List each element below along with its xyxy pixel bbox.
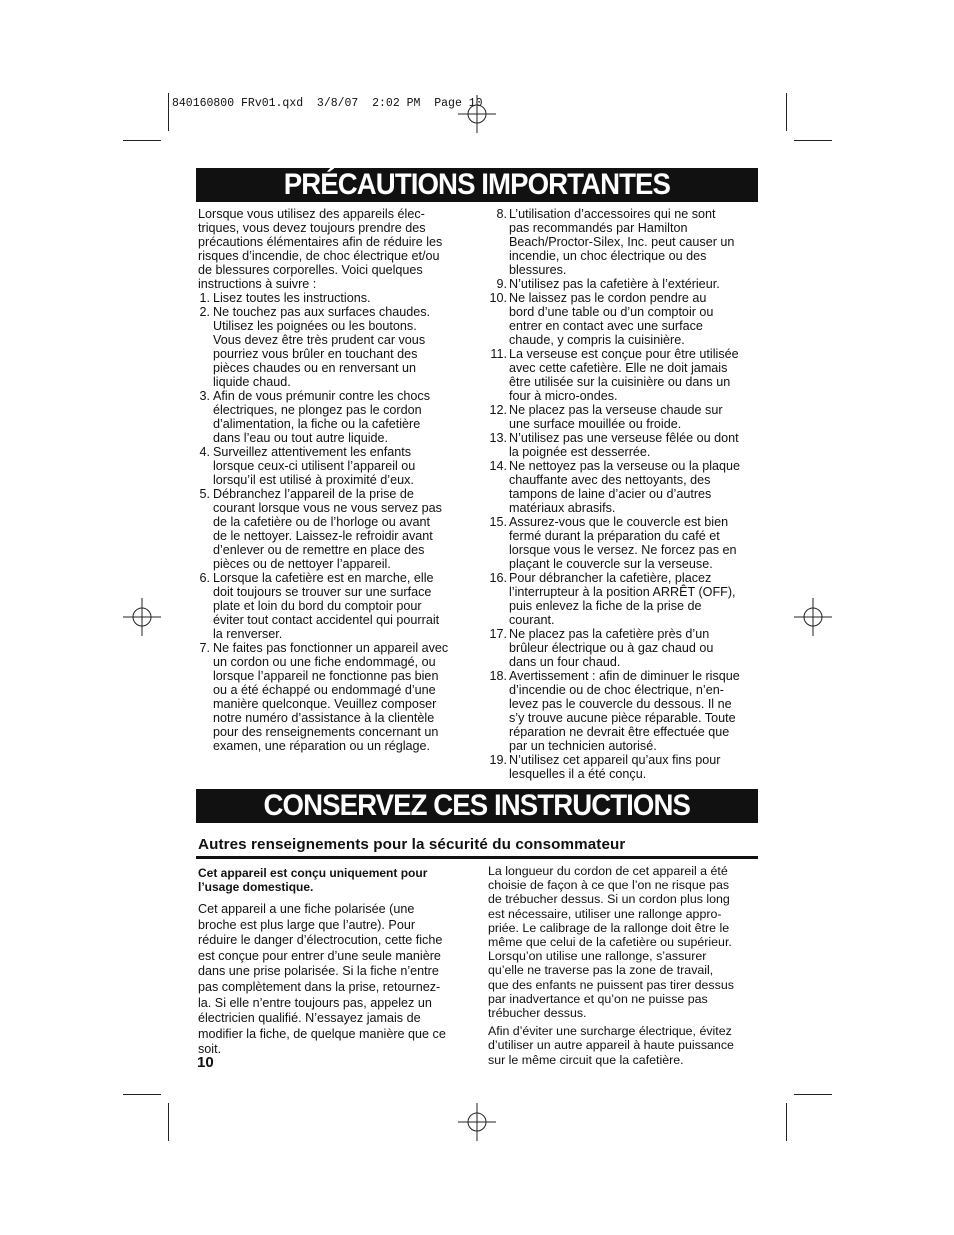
list-item	[495, 277, 763, 291]
cord-length-paragraph: La longueur du cordon de cet appareil a été choisie de façon à ce que l’on ne risque pas de trébucher dessus. Si un cordon plus long est nécessaire, utiliser une rallonge appro- priée. Le calibrage de la rallonge doit être le même que celui de la cafetière ou supérieur. Lorsqu’on utilise une rallonge, s’assurer qu’elle ne traverse pas la zone de travail, que des enfants ne puissent pas tirer dessus par inadvertance et qu’on ne puisse pas trébucher dessus.	[488, 864, 734, 1021]
list-item	[490, 347, 763, 403]
list-item	[489, 753, 763, 781]
list-item-number: 4.	[199, 445, 210, 459]
heading-banner-save-instructions	[196, 789, 758, 823]
crop-mark	[168, 93, 169, 131]
list-item	[489, 627, 763, 669]
list-item-text: La verseuse est conçue pour être utilisée avec cette cafetière. Elle ne doit jamais être utilisée sur la cuisinière ou dans un four à micro-ondes.	[509, 347, 739, 403]
list-item-number: 8.	[496, 207, 507, 221]
registration-mark-icon	[123, 598, 161, 636]
list-item-text: N’utilisez pas une verseuse fêlée ou dont la poignée est desserrée.	[509, 431, 739, 459]
list-item-number: 13.	[489, 431, 507, 445]
list-item-text: L’utilisation d’accessoires qui ne sont pas recommandés par Hamilton Beach/Proctor-Silex, Inc. peut causer un incendie, un choc électrique ou des blessures.	[509, 207, 735, 277]
crop-mark	[794, 1094, 832, 1095]
precautions-list	[198, 291, 470, 753]
list-item-number: 7.	[199, 641, 210, 655]
list-item-text: N’utilisez pas la cafetière à l’extérieur.	[509, 277, 720, 291]
crop-mark	[123, 140, 161, 141]
list-item	[489, 515, 763, 571]
page-title: PRÉCAUTIONS IMPORTANTES	[283, 168, 671, 201]
list-item-text: Ne laissez pas le cordon pendre au bord d’une table ou d’un comptoir ou entrer en contact avec une surface chaude, y compris la cuisinière.	[509, 291, 714, 347]
list-item-number: 14.	[489, 459, 507, 473]
list-item-number: 10.	[489, 291, 507, 305]
list-item	[198, 305, 470, 389]
list-item-text: Avertissement : afin de diminuer le risque d’incendie ou de choc électrique, n’en- levez pas le couvercle du dessous. Il ne s’y trouve aucune pièce réparable. Toute réparation ne devrait être effectuée que par un technicien autorisé.	[509, 669, 740, 753]
print-slug: 840160800 FRv01.qxd 3/8/07 2:02 PM Page 10	[172, 97, 483, 110]
list-item-number: 16.	[489, 571, 507, 585]
page-number: 10	[197, 1054, 214, 1071]
list-item-text: Ne touchez pas aux surfaces chaudes. Utilisez les poignées ou les boutons. Vous devez être très prudent car vous pourriez vous brûler en touchant des pièces chaudes ou en renversant un liquide chaud.	[213, 305, 431, 389]
list-item	[489, 459, 763, 515]
list-item	[489, 291, 763, 347]
list-item-number: 6.	[199, 571, 210, 585]
list-item	[198, 641, 470, 753]
list-item-number: 18.	[489, 669, 507, 683]
crop-mark	[786, 93, 787, 131]
list-item-number: 9.	[496, 277, 507, 291]
list-item	[489, 431, 763, 459]
list-item	[198, 389, 470, 445]
consumer-safety-subheading: Autres renseignements pour la sécurité du consommateur	[198, 836, 626, 853]
list-item-text: Assurez-vous que le couvercle est bien fermé durant la préparation du café et lorsque vous le versez. Ne forcez pas en plaçant le couvercle sur la verseuse.	[509, 515, 737, 571]
list-item-number: 17.	[489, 627, 507, 641]
crop-mark	[168, 1103, 169, 1141]
cord-column	[488, 864, 764, 1071]
list-item-number: 2.	[199, 305, 210, 319]
precautions-right-column	[489, 207, 763, 781]
list-item-number: 11.	[490, 347, 507, 361]
section-title: CONSERVEZ CES INSTRUCTIONS	[263, 789, 691, 822]
overload-paragraph: Afin d’éviter une surcharge électrique, évitez d’utiliser un autre appareil à haute puissance sur le même circuit que la cafetière.	[488, 1024, 734, 1067]
registration-mark-icon	[458, 95, 496, 133]
crop-mark	[123, 1094, 161, 1095]
list-item-number: 3.	[199, 389, 210, 403]
list-item-text: N’utilisez cet appareil qu’aux fins pour lesquelles il a été conçu.	[509, 753, 721, 781]
polarized-plug-paragraph: Cet appareil a une fiche polarisée (une broche est plus large que l’autre). Pour réduire le danger d’électrocution, cette fiche est conçue pour entrer d’une seule manière dans une prise polarisée. Si la fiche n’entre pas complètement dans la prise, retournez- la. Si elle n’entre toujours pas, appelez un électricien qualifié. N’essayez jamais de modifier la fiche, de quelque manière que ce soit.	[198, 902, 446, 1057]
list-item-text: Lisez toutes les instructions.	[213, 291, 371, 305]
list-item-text: Ne faites pas fonctionner un appareil avec un cordon ou une fiche endommagé, ou lorsque l’appareil ne fonctionne pas bien ou a été échappé ou endommagé d’une manière quelconque. Veuillez composer notre numéro d’assistance à la clientèle pour des renseignements concernant un examen, une réparation ou un réglage.	[213, 641, 449, 753]
list-item-text: Ne nettoyez pas la verseuse ou la plaque chauffante avec des nettoyants, des tampons de laine d’acier ou d’autres matériaux abrasifs.	[509, 459, 741, 515]
list-item-text: Afin de vous prémunir contre les chocs électriques, ne plongez pas le cordon d’alimentation, la fiche ou la cafetière dans l’eau ou tout autre liquide.	[213, 389, 430, 445]
list-item-number: 1.	[199, 291, 210, 305]
list-item	[489, 403, 763, 431]
crop-mark	[786, 1103, 787, 1141]
household-use-notice: Cet appareil est conçu uniquement pour l’usage domestique.	[198, 866, 428, 894]
list-item-text: Débranchez l’appareil de la prise de courant lorsque vous ne vous servez pas de la cafetière ou de l’horloge ou avant de le nettoyer. Laissez-le refroidir avant d’enlever ou de remettre en place des pièces ou de nettoyer l’appareil.	[213, 487, 442, 571]
household-use-column	[198, 866, 474, 1062]
list-item-number: 15.	[489, 515, 507, 529]
list-item	[198, 445, 470, 487]
list-item-number: 12.	[489, 403, 507, 417]
heading-banner-precautions	[196, 168, 758, 202]
registration-mark-icon	[458, 1103, 496, 1141]
registration-mark-icon	[794, 598, 832, 636]
precautions-list	[489, 207, 763, 781]
list-item	[198, 291, 470, 305]
list-item-text: Surveillez attentivement les enfants lorsque ceux-ci utilisent l’appareil ou lorsqu’il est utilisé à proximité d’eux.	[213, 445, 416, 487]
crop-mark	[794, 140, 832, 141]
list-item	[198, 571, 470, 641]
list-item	[495, 207, 763, 277]
list-item-text: Pour débrancher la cafetière, placez l’interrupteur à la position ARRÊT (OFF), puis enlevez la fiche de la prise de courant.	[509, 571, 736, 627]
list-item	[489, 669, 763, 753]
list-item	[198, 487, 470, 571]
list-item	[489, 571, 763, 627]
divider	[196, 856, 758, 859]
list-item-text: Ne placez pas la verseuse chaude sur une surface mouillée ou froide.	[509, 403, 723, 431]
list-item-text: Lorsque la cafetière est en marche, elle doit toujours se trouver sur une surface plate et loin du bord du comptoir pour éviter tout contact accidentel qui pourrait la renverser.	[213, 571, 440, 641]
intro-paragraph: Lorsque vous utilisez des appareils élec- triques, vous devez toujours prendre des précautions élémentaires afin de réduire les risques d’incendie, de choc électrique et/ou de blessures corporelles. Voici quelques instructions à suivre :	[198, 207, 443, 291]
list-item-number: 19.	[489, 753, 507, 767]
list-item-number: 5.	[199, 487, 210, 501]
precautions-left-column	[198, 207, 470, 753]
list-item-text: Ne placez pas la cafetière près d’un brûleur électrique ou à gaz chaud ou dans un four chaud.	[509, 627, 714, 669]
